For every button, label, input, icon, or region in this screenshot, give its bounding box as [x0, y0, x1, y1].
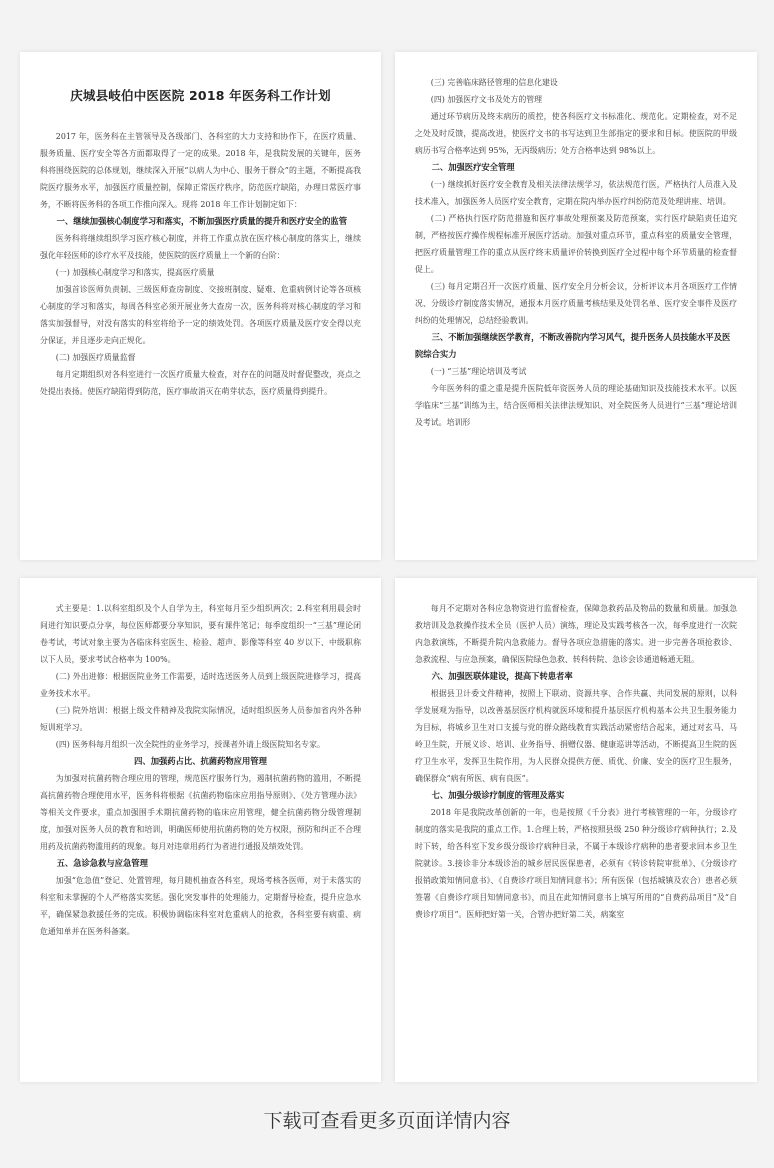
page-4-body [415, 600, 737, 923]
body-paragraph: 每月不定期对各科应急物资进行监督检查，保障急救药品及物品的数量和质量。加强急救培训及急救操作技术全员（医护人员）演练，理论及实践考核各一次，每季度进行一次院内急救演练，不断提升院内急救能力。督导各项应急措施的落实。进一步完善各项抢救诊、急救流程、与应急预案，确保医院绿色急救、转科转院、急诊会诊通道畅通无阻。 [415, 604, 737, 664]
section-heading: 二、加强医疗安全管理 [431, 162, 515, 172]
body-paragraph: 医务科将继续组织学习医疗核心制度，并将工作重点放在医疗核心制度的落实上，继续强化年轻医师的诊疗水平及技能，使医院的医疗质量上一个新的台阶： [40, 234, 361, 260]
subsection-heading: (一) 加强核心制度学习和落实，提高医疗质量 [55, 268, 215, 277]
body-paragraph: (一) 继续抓好医疗安全教育及相关法律法规学习，依法规范行医，严格执行人员准入及技术准入，加强医务人员医疗安全教育，定期在院内举办医疗纠纷防范及处理讲座、培训。 [415, 180, 737, 206]
page-3-body [40, 600, 361, 940]
section-heading: 一、继续加强核心制度学习和落实，不断加强医疗质量的提升和医疗安全的监管 [56, 216, 347, 226]
body-paragraph: 通过环节病历及终末病历的质控，使各科医疗文书标准化、规范化。定期检查，对不足之处及时反馈，提高改进，使医疗文书的书写达到卫生部指定的要求和目标。使医院的甲级病历书写合格率达到 95%，无丙级病历；处方合格率达到 98%以上。 [415, 112, 737, 155]
section-heading: 七、加强分级诊疗制度的管理及落实 [431, 790, 565, 800]
document-page-1 [20, 52, 381, 560]
body-paragraph: (二) 外出进修：根据医院业务工作需要，适时选送医务人员到上级医院进修学习，提高业务技术水平。 [40, 672, 361, 698]
body-paragraph: 今年医务科的重之重是提升医院低年资医务人员的理论基础知识及技能技术水平。以医学临床“三基”训练为主，结合医师相关法律法规知识、对全院医务人员进行“三基”理论培训及考试。培训形 [415, 384, 737, 427]
page-1-body [40, 128, 361, 400]
body-paragraph: 每月定期组织对各科室进行一次医疗质量大检查，对存在的问题及时督促整改，亮点之处提出表扬。使医疗缺陷得到防范，医疗事故消灭在萌芽状态，医疗质量得到提升。 [40, 370, 361, 396]
section-heading: 四、加强药占比、抗菌药物应用管理 [134, 756, 267, 766]
page-2-body [415, 74, 737, 431]
section-heading: 六、加强医联体建设，提高下转患者率 [431, 671, 573, 681]
document-page-4 [395, 578, 757, 1082]
document-title: 庆城县岐伯中医医院 2018 年医务科工作计划 [70, 88, 331, 103]
body-paragraph: 根据县卫计委文件精神，按照上下联动、资源共享、合作共赢、共同发展的原则，以科学发展观为指导，以改善基层医疗机构就医环境和提升基层医疗机构基本公共卫生服务能力为目标，将城乡卫生对口支援与党的群众路线教育实践活动紧密结合起来，通过对玄马、马岭卫生院，开展义诊、培训、业务指导、捐赠仪器、健康巡讲等活动，不断提高卫生院的医疗卫生水平，发挥卫生院作用，为人民群众提供方便、质优、价廉、安全的医疗卫生服务，确保群众“病有所医、病有良医”。 [415, 689, 737, 783]
body-paragraph: (三) 每月定期召开一次医疗质量、医疗安全月分析会议，分析评议本月各项医疗工作情况、分级诊疗制度落实情况，通报本月医疗质量考核结果及处罚名单、医疗安全事件及医疗纠纷的处理情况，总结经验教训。 [415, 282, 737, 325]
section-heading: 五、急诊急救与应急管理 [56, 858, 148, 868]
section-heading: 三、不断加强继续医学教育，不断改善院内学习风气，提升医务人员技能水平及医院综合实力 [415, 332, 731, 359]
body-paragraph: 加强首诊医师负责制、三级医师查房制度、交接班制度、疑难、危重病例讨论等各项核心制度的学习和落实，每周各科室必须开展业务大查房一次，医务科将对核心制度的学习和落实加强督导，对没有落实的科室将给予一定的绩效处罚。各项医疗质量及医疗安全得以充分保证，并且逐步走向正规化。 [40, 285, 361, 345]
body-paragraph: (三) 院外培训：根据上级文件精神及我院实际情况，适时组织医务人员参加省内外各种短训班学习。 [40, 706, 361, 732]
document-page-2 [395, 52, 757, 560]
subsection-heading: (一) “三基”理论培训及考试 [430, 367, 527, 376]
body-paragraph: (四) 医务科每月组织一次全院性的业务学习，授课者外请上级医院知名专家。 [55, 740, 325, 749]
document-page-3 [20, 578, 381, 1082]
download-more-link[interactable]: 下载可查看更多页面详情内容 [263, 1110, 511, 1132]
body-paragraph: 2018 年是我院改革创新的一年，也是按照《千分表》进行考核管理的一年，分级诊疗制度的落实是我院的重点工作。1.合理上转，严格按照县级 250 种分级诊疗病种执行；2.及时下转，给各科室下发乡级分级诊疗病种目录，不属于本级诊疗病种的患者要求回本乡卫生院就诊。3.接诊非分本级诊治的城乡居民医保患者，必须有《转诊转院审批单》、《分级诊疗报销政策知情同意书》、《自费诊疗项目知情同意书》；所有医保（包括城镇及农合）患者必须签署《自费诊疗项目知情同意书》，而且在此知情同意书上填写所用的“自费药品项目”及“自费诊疗项目”。医师把好第一关，合管办把好第二关，病案室 [415, 808, 737, 919]
body-paragraph: 2017 年，医务科在主管领导及各级部门、各科室的大力支持和协作下，在医疗质量、服务质量、医疗安全等各方面都取得了一定的成果。2018 年，是我院发展的关键年，医务科将围绕医院的总体规划，继续深入开展“以病人为中心、服务于群众”的主题，不断提高我院医疗服务水平，加强医疗质量控制，保障正常医疗秩序，防范医疗缺陷，办理日常医疗事务，不断将医务科的各项工作推向深入。现将 2018 年工作计划制定如下： [40, 132, 361, 209]
subsection-heading: (三) 完善临床路径管理的信息化建设 [430, 78, 558, 87]
subsection-heading: (二) 加强医疗质量监督 [55, 353, 136, 362]
body-paragraph: 为加强对抗菌药物合理应用的管理，规范医疗服务行为，遏制抗菌药物的滥用，不断提高抗菌药物合理使用水平，医务科将根据《抗菌药物临床应用指导原则》、《处方管理办法》等相关文件要求，重点加强围手术期抗菌药物的临床应用管理，健全抗菌药物分级管理制度，加强对医务人员的教育和培训，明确医师使用抗菌药物的处方权限，预防和纠正不合理用药及抗菌药物滥用药的现象。每月对违章用药行为者进行通报及绩效处罚。 [40, 774, 361, 851]
body-paragraph: 式主要是：1.以科室组织及个人自学为主，科室每月至少组织两次；2.科室利用晨会时间进行知识要点分享，每位医师都要分享知识，要有课件笔记；每季度组织一“三基”理论闭卷考试，考试对象主要为各临床科室医生、检验、超声、影像等科室 40 岁以下、中级职称以下人员，要求考试合格率为 100%。 [40, 604, 361, 664]
subsection-heading: (四) 加强医疗文书及处方的管理 [430, 95, 543, 104]
body-paragraph: (二) 严格执行医疗防范措施和医疗事故处理预案及防范预案，实行医疗缺陷责任追究制，严格按医疗操作规程标准开展医疗活动。加强对重点环节，重点科室的质量安全管理，把医疗质量管理工作的重点从医疗终末质量评价转换到医疗全过程中每个环节质量的检查督促上。 [415, 214, 737, 274]
body-paragraph: 加强“危急值”登记、处置管理，每月随机抽查各科室，现场考核各医师，对于未落实的科室和未掌握的个人严格落实奖惩。强化突发事件的处理能力，定期督导检查，提升应急水平，确保紧急救援任务的完成。积极协调临床科室对危重病人的抢救，各科室要有病重、病危通知单并在医务科备案。 [40, 876, 361, 936]
